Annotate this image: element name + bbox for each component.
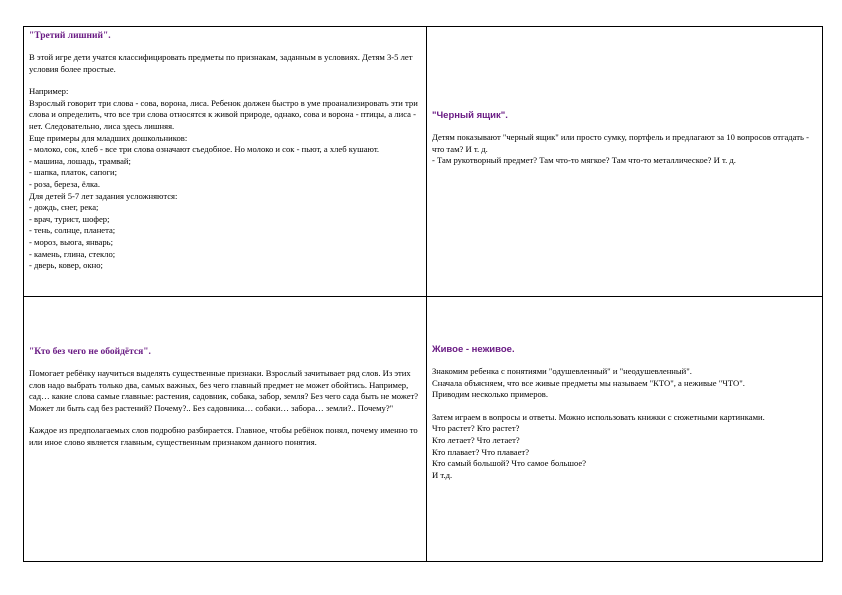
example-line: - молоко, сок, хлеб - все три слова означают съедобное. Но молоко и сок - пьют, а хлеб кушают. — [29, 144, 380, 155]
game-line: Кто плавает? Что плавает? — [432, 446, 530, 457]
example-label: Например: — [29, 86, 69, 97]
cell-alive — [427, 297, 822, 561]
example-line: - шапка, платок, сапоги; — [29, 167, 118, 178]
example-line: - машина, лошадь, трамвай; — [29, 155, 131, 166]
game-line: Кто самый большой? Что самое большое? — [432, 458, 587, 469]
example-line: - мороз, вьюга, январь; — [29, 236, 113, 247]
game-line: Что растет? Кто растет? — [432, 423, 520, 434]
game-line: Затем играем в вопросы и ответы. Можно использовать книжки с сюжетными картинками. — [432, 411, 765, 422]
example-line: Еще примеры для младших дошкольников: — [29, 132, 188, 143]
example-line: - врач, турист, шофер; — [29, 213, 110, 224]
games-table — [23, 26, 823, 562]
cell-cant-do-without — [24, 297, 427, 561]
game-line: И т.д. — [432, 469, 453, 480]
game-title: "Кто без чего не обойдётся". — [29, 347, 151, 357]
game-title: "Третий лишний". — [29, 31, 111, 41]
example-text: Взрослый говорит три слова - сова, ворона, лиса. Ребенок должен быстро в уме проанализировать эти три слова и определить, что все три слова относятся к живой природе, однако, сова и ворона - птицы, а лиса - нет. Следовательно, лиса здесь лишняя. — [29, 97, 418, 131]
game-text: - Там рукотворный предмет? Там что-то мягкое? Там что-то металлическое? И т. д. — [432, 155, 736, 166]
cell-black-box — [427, 27, 822, 297]
game-text: Приводим несколько примеров. — [432, 389, 549, 400]
game-text: Помогает ребёнку научиться выделять существенные признаки. Взрослый зачитывает ряд слов. Из этих слов надо выбрать только два, самых важных, без чего главный предмет не может обойтись. Например, сад… какие слова самые главные: растения, садовник, собака, забор, земля? Без чего сада быть не может? Может ли быть сад без растений? Почему?.. Без садовника… собаки… забора… земли?.. Почему?" — [29, 368, 419, 413]
game-text: Знакомим ребенка с понятиями "одушевленный" и "неодушевленный". — [432, 366, 692, 376]
example-line: - камень, глина, стекло; — [29, 248, 116, 259]
cell-third-extra — [24, 27, 427, 297]
game-text: Детям показывают "черный ящик" или просто сумку, портфель и предлагают за 10 вопросов отгадать - что там? И т. д. — [432, 132, 809, 154]
game-title: "Черный ящик". — [432, 110, 508, 121]
example-line: - роза, береза, ёлка. — [29, 178, 101, 189]
game-title: Живое - неживое. — [432, 344, 515, 355]
example-line: - дождь, снег, река; — [29, 202, 99, 213]
game-intro: В этой игре дети учатся классифицировать предметы по признакам, заданным в условиях. Детям 3-5 лет условия более простые. — [29, 52, 413, 74]
example-line: - дверь, ковер, окно; — [29, 260, 103, 271]
example-line: Для детей 5-7 лет задания усложняются: — [29, 190, 178, 201]
game-text: Сначала объясняем, что все живые предметы мы называем "КТО", а неживые "ЧТО". — [432, 377, 745, 388]
example-line: - тень, солнце, планета; — [29, 225, 116, 236]
game-text: Каждое из предполагаемых слов подробно разбирается. Главное, чтобы ребёнок понял, почему именно то или иное слово является главным, существенным признаком данного понятия. — [29, 425, 418, 447]
game-line: Кто летает? Что летает? — [432, 434, 520, 445]
